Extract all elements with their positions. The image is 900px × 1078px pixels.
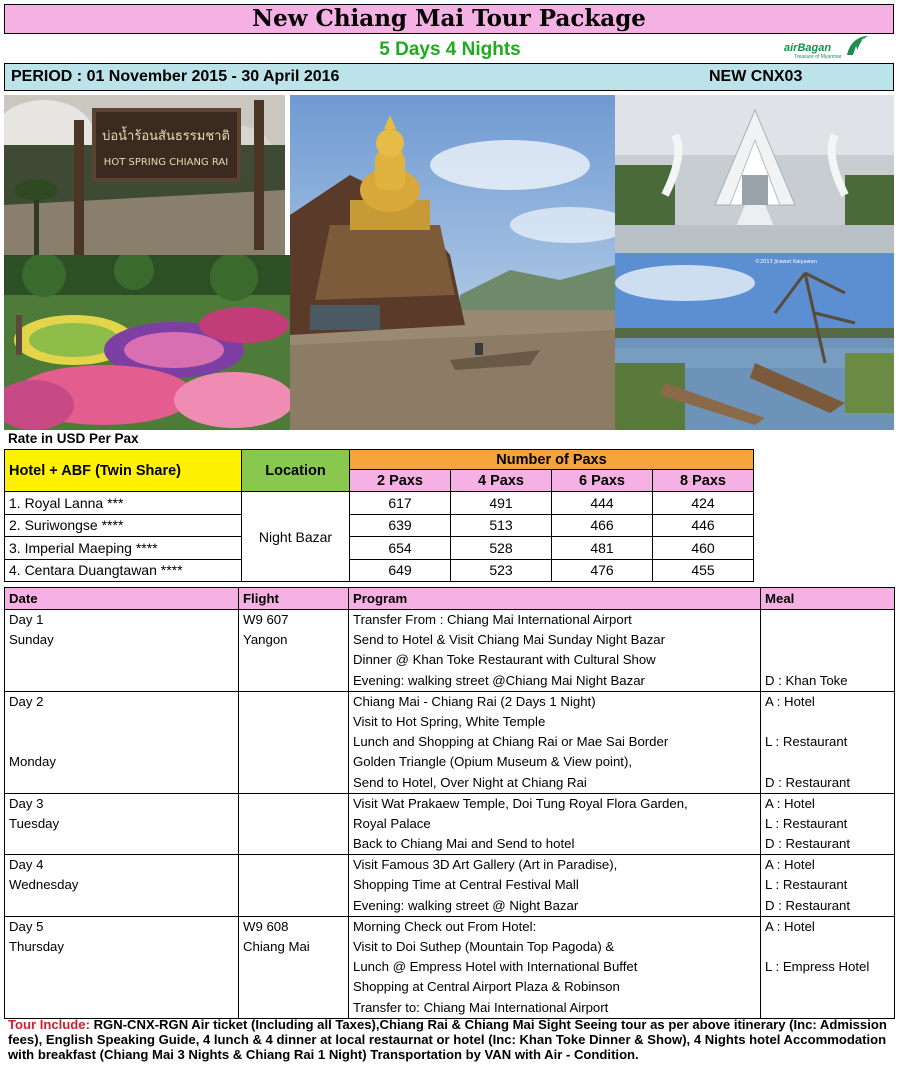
program-line: Morning Check out From Hotel: — [353, 918, 537, 934]
date-line: Day 5 — [9, 918, 44, 934]
price-cell: 523 — [451, 559, 552, 582]
date-line — [9, 671, 234, 691]
price-cell: 491 — [451, 492, 552, 515]
flight-line: Chiang Mai — [243, 939, 310, 954]
flight-line — [243, 732, 344, 752]
tour-period: PERIOD : 01 November 2015 - 30 April 2016 — [11, 68, 340, 85]
flight-cell — [239, 916, 349, 1018]
flight-line — [243, 957, 344, 977]
date-line — [9, 732, 234, 752]
date-line — [9, 896, 234, 916]
hotel-row — [5, 514, 754, 537]
flight-line — [243, 834, 344, 854]
flight-line — [243, 752, 344, 772]
pax-column-header: 6 Paxs — [552, 470, 653, 492]
flight-line: Yangon — [243, 632, 288, 648]
flower-garden-photo — [4, 255, 290, 430]
itinerary-header-row — [5, 588, 895, 610]
golden-buddha-photo — [290, 95, 615, 430]
meal-cell — [761, 793, 895, 855]
program-line: Shopping at Central Airport Plaza & Robinson — [353, 979, 620, 995]
date-line — [9, 977, 234, 997]
hotel-name: 2. Suriwongse **** — [5, 514, 242, 537]
meal-line: A : Hotel — [765, 857, 815, 873]
program-line: Lunch and Shopping at Chiang Rai or Mae Sai Border — [353, 734, 669, 750]
flight-line — [243, 855, 344, 875]
meal-line: L : Restaurant — [765, 734, 848, 750]
meal-line: D : Khan Toke — [765, 672, 848, 688]
rate-caption: Rate in USD Per Pax — [8, 431, 139, 446]
program-cell — [349, 793, 761, 855]
flight-cell — [239, 691, 349, 793]
photo-collage — [4, 95, 894, 430]
hot-spring-photo — [4, 95, 285, 255]
program-line: Transfer From : Chiang Mai International Airport — [353, 612, 632, 627]
flight-cell — [239, 793, 349, 855]
date-line: Sunday — [9, 632, 54, 648]
duration-subtitle: 5 Days 4 Nights — [379, 39, 521, 60]
hotel-name: 4. Centara Duangtawan **** — [5, 559, 242, 582]
program-line: Back to Chiang Mai and Send to hotel — [353, 836, 575, 852]
price-cell: 444 — [552, 492, 653, 515]
hotel-name: 1. Royal Lanna *** — [5, 492, 242, 515]
program-line: Royal Palace — [353, 815, 431, 831]
rate-header-row — [5, 450, 754, 470]
price-cell: 476 — [552, 559, 653, 582]
flight-line — [243, 650, 344, 670]
program-cell — [349, 916, 761, 1018]
flight-column-header: Flight — [239, 588, 349, 610]
rate-table — [4, 449, 754, 582]
itinerary-day-row — [5, 916, 895, 1018]
program-line: Chiang Mai - Chiang Rai (2 Days 1 Night) — [353, 693, 596, 709]
program-line: Dinner @ Khan Toke Restaurant with Cultural Show — [353, 652, 656, 668]
program-line: Evening: walking street @ Night Bazar — [353, 897, 579, 913]
date-line — [9, 773, 234, 793]
program-line: Lunch @ Empress Hotel with International Buffet — [353, 959, 638, 975]
meal-cell — [761, 855, 895, 917]
hotel-location: Night Bazar — [242, 492, 350, 582]
meal-line — [765, 977, 890, 997]
price-cell: 617 — [350, 492, 451, 515]
program-line: Transfer to: Chiang Mai International Airport — [353, 999, 609, 1015]
meal-line — [765, 650, 890, 670]
flight-line — [243, 692, 344, 712]
date-cell — [5, 691, 239, 793]
flight-line — [243, 998, 344, 1018]
flight-line — [243, 671, 344, 691]
meal-cell — [761, 691, 895, 793]
meal-line: D : Restaurant — [765, 836, 851, 852]
date-line — [9, 998, 234, 1018]
flight-line — [243, 794, 344, 814]
tour-code: NEW CNX03 — [709, 68, 803, 85]
price-cell: 466 — [552, 514, 653, 537]
program-cell — [349, 691, 761, 793]
date-cell — [5, 855, 239, 917]
flight-line: W9 608 — [243, 918, 289, 934]
meal-line: L : Restaurant — [765, 877, 848, 893]
price-cell: 639 — [350, 514, 451, 537]
price-cell: 446 — [653, 514, 754, 537]
date-line — [9, 834, 234, 854]
itinerary-day-row — [5, 610, 895, 692]
meal-line — [765, 712, 890, 732]
program-line: Golden Triangle (Opium Museum & View point), — [353, 754, 633, 770]
program-column-header: Program — [349, 588, 761, 610]
sign-text-english: HOT SPRING CHIANG RAI — [103, 157, 229, 168]
pax-group-header: Number of Paxs — [350, 450, 754, 470]
meal-cell — [761, 916, 895, 1018]
flight-line — [243, 773, 344, 793]
meal-cell — [761, 610, 895, 692]
date-line: Thursday — [9, 939, 64, 954]
program-line: Visit to Doi Suthep (Mountain Top Pagoda) & — [353, 939, 615, 954]
itinerary-body — [5, 610, 895, 1019]
date-line: Day 1 — [9, 612, 44, 627]
flight-line — [243, 875, 344, 895]
price-cell: 513 — [451, 514, 552, 537]
date-cell — [5, 916, 239, 1018]
date-column-header: Date — [5, 588, 239, 610]
page-title: New Chiang Mai Tour Package — [4, 4, 894, 34]
program-line: Shopping Time at Central Festival Mall — [353, 877, 579, 893]
date-line — [9, 650, 234, 670]
hotel-row — [5, 537, 754, 560]
meal-line: A : Hotel — [765, 795, 815, 811]
flight-cell — [239, 610, 349, 692]
location-column-header: Location — [242, 450, 350, 492]
meal-line — [765, 610, 890, 630]
date-cell — [5, 610, 239, 692]
date-line: Wednesday — [9, 877, 79, 893]
sign-text-thai: บ่อน้ำร้อนสันธรรมชาติ — [102, 129, 230, 144]
photo-watermark: ©2013 Jirawat Kaiyawan — [755, 259, 817, 265]
price-cell: 424 — [653, 492, 754, 515]
flight-line — [243, 712, 344, 732]
program-cell — [349, 855, 761, 917]
tour-includes — [8, 1017, 888, 1062]
meal-line — [765, 752, 890, 772]
price-cell: 654 — [350, 537, 451, 560]
itinerary-day-row — [5, 691, 895, 793]
meal-line: A : Hotel — [765, 918, 815, 934]
meal-line — [765, 998, 890, 1018]
airline-logo — [784, 33, 874, 63]
itinerary-day-row — [5, 793, 895, 855]
itinerary-table — [4, 587, 895, 1019]
tour-includes-text: RGN-CNX-RGN Air ticket (Including all Taxes),Chiang Rai & Chiang Mai Sight Seeing tour as per above itinerary (Inc: Admission fees), English Speaking Guide, 4 lunch & 4 dinner at local restaurnat or hotel (Inc: Khan Toke Dinner & Show), 4 Nights hotel Accommodation with breakfast (Chiang Mai 3 Nights & Chiang Rai 1 Night) Transportation by VAN with Air - Condition. — [8, 1017, 887, 1062]
logo-subtext: Treasure of Myanmar — [794, 54, 842, 60]
hotel-row — [5, 492, 754, 515]
pax-column-header: 8 Paxs — [653, 470, 754, 492]
date-line — [9, 957, 234, 977]
meal-line — [765, 630, 890, 650]
hotel-name: 3. Imperial Maeping **** — [5, 537, 242, 560]
flight-cell — [239, 855, 349, 917]
meal-line: D : Restaurant — [765, 774, 851, 790]
tour-includes-label: Tour Include: — [8, 1017, 90, 1032]
price-cell: 481 — [552, 537, 653, 560]
program-line: Visit to Hot Spring, White Temple — [353, 713, 546, 729]
flight-line — [243, 977, 344, 997]
hotel-column-header: Hotel + ABF (Twin Share) — [5, 450, 242, 492]
meal-line: L : Restaurant — [765, 815, 848, 831]
pax-column-header: 4 Paxs — [451, 470, 552, 492]
flight-line: W9 607 — [243, 612, 289, 627]
program-line: Visit Wat Prakaew Temple, Doi Tung Royal Flora Garden, — [353, 795, 688, 811]
price-cell: 528 — [451, 537, 552, 560]
meal-column-header: Meal — [761, 588, 895, 610]
airbagan-emblem-icon — [844, 33, 870, 59]
date-line: Monday — [9, 754, 56, 770]
date-line — [9, 712, 234, 732]
price-cell: 455 — [653, 559, 754, 582]
date-cell — [5, 793, 239, 855]
meal-line — [765, 937, 890, 957]
date-line: Tuesday — [9, 815, 60, 831]
meal-line: A : Hotel — [765, 693, 815, 709]
program-cell — [349, 610, 761, 692]
lake-boat-photo — [615, 253, 894, 430]
date-line: Day 2 — [9, 693, 44, 709]
meal-line: L : Empress Hotel — [765, 959, 870, 975]
flight-line — [243, 896, 344, 916]
hotel-row — [5, 559, 754, 582]
price-cell: 460 — [653, 537, 754, 560]
program-line: Visit Famous 3D Art Gallery (Art in Paradise), — [353, 857, 618, 873]
white-temple-photo — [615, 95, 894, 253]
pax-column-header: 2 Paxs — [350, 470, 451, 492]
meal-line: D : Restaurant — [765, 897, 851, 913]
period-bar — [4, 63, 894, 91]
itinerary-day-row — [5, 855, 895, 917]
program-line: Send to Hotel, Over Night at Chiang Rai — [353, 774, 587, 790]
logo-text: airBagan — [784, 42, 832, 54]
program-line: Send to Hotel & Visit Chiang Mai Sunday Night Bazar — [353, 632, 666, 648]
date-line: Day 3 — [9, 795, 44, 811]
flight-line — [243, 814, 344, 834]
program-line: Evening: walking street @Chiang Mai Night Bazar — [353, 672, 645, 688]
price-cell: 649 — [350, 559, 451, 582]
date-line: Day 4 — [9, 857, 44, 873]
